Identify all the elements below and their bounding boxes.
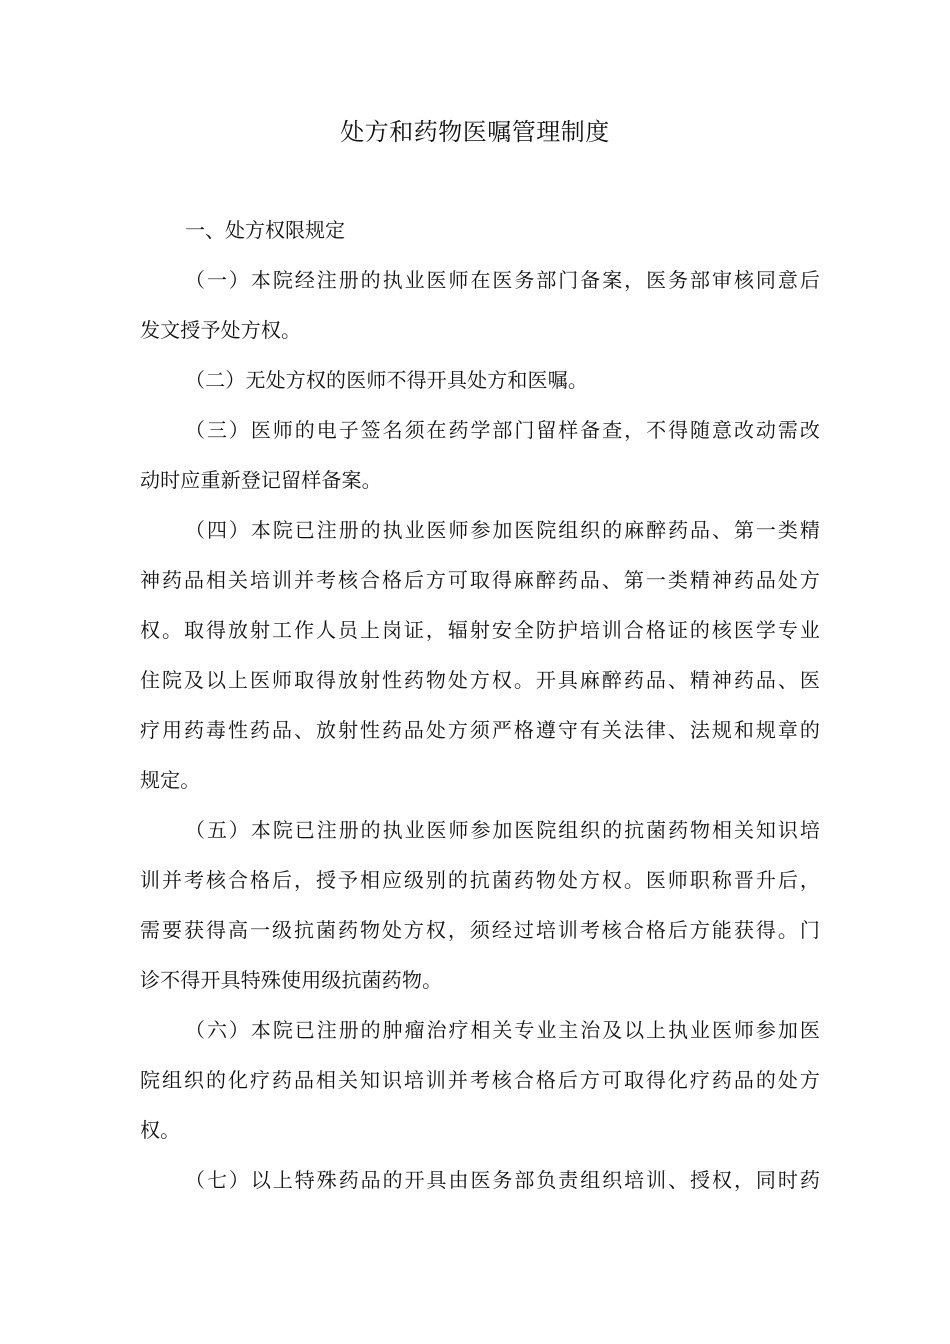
paragraph-6-line-1: （六）本院已注册的肿瘤治疗相关专业主治及以上执业医师参加医: [185, 1018, 820, 1042]
paragraph-2: [140, 355, 820, 405]
document-title: 处方和药物医嘱管理制度: [340, 118, 610, 146]
paragraph-1-line-2: 发文授予处方权。: [140, 318, 302, 342]
paragraph-4-line-6: 规定。: [140, 768, 201, 792]
paragraph-3: [140, 405, 820, 505]
paragraph-3-line-2: 动时应重新登记留样备案。: [140, 468, 382, 492]
paragraph-1-line-1: （一）本院经注册的执业医师在医务部门备案，医务部审核同意后: [185, 268, 820, 292]
paragraph-5-line-2: 训并考核合格后，授予相应级别的抗菌药物处方权。医师职称晋升后，: [140, 868, 820, 892]
paragraph-5-line-4: 诊不得开具特殊使用级抗菌药物。: [140, 968, 443, 992]
paragraph-7: [140, 1155, 820, 1205]
paragraph-4-line-5: 疗用药毒性药品、放射性药品处方须严格遵守有关法律、法规和规章的: [140, 718, 820, 742]
paragraph-4-line-1: （四）本院已注册的执业医师参加医院组织的麻醉药品、第一类精: [185, 518, 820, 542]
paragraph-6-line-2: 院组织的化疗药品相关知识培训并考核合格后方可取得化疗药品的处方: [140, 1068, 820, 1092]
paragraph-3-line-1: （三）医师的电子签名须在药学部门留样备查，不得随意改动需改: [185, 418, 820, 442]
paragraph-1: [140, 255, 820, 355]
paragraph-5-line-3: 需要获得高一级抗菌药物处方权，须经过培训考核合格后方能获得。门: [140, 918, 820, 942]
paragraph-4-line-2: 神药品相关培训并考核合格后方可取得麻醉药品、第一类精神药品处方: [140, 568, 820, 592]
paragraph-6-line-3: 权。: [140, 1118, 181, 1142]
section-heading: 一、处方权限规定: [185, 218, 345, 242]
document-body: [140, 205, 820, 1205]
paragraph-6: [140, 1005, 820, 1155]
paragraph-4-line-4: 住院及以上医师取得放射性药物处方权。开具麻醉药品、精神药品、医: [140, 668, 820, 692]
paragraph-5-line-1: （五）本院已注册的执业医师参加医院组织的抗菌药物相关知识培: [185, 818, 820, 842]
paragraph-4-line-3: 权。取得放射工作人员上岗证，辐射安全防护培训合格证的核医学专业: [140, 618, 820, 642]
paragraph-2-line-1: （二）无处方权的医师不得开具处方和医嘱。: [185, 368, 588, 392]
paragraph-5: [140, 805, 820, 1005]
paragraph-4: [140, 505, 820, 805]
paragraph-7-line-1: （七）以上特殊药品的开具由医务部负责组织培训、授权，同时药: [185, 1168, 820, 1192]
